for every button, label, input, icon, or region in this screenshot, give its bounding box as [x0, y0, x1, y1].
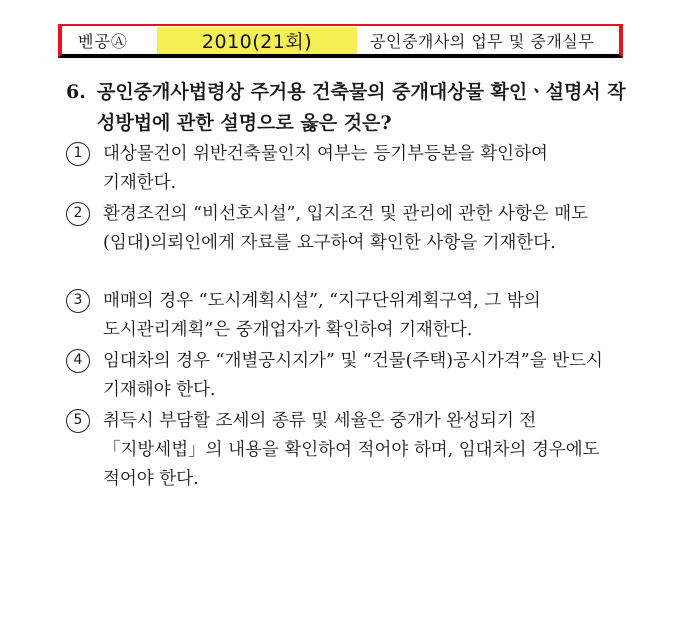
choice-text: 임대차의 경우 “개별공시지가” 및 “건물(주택)공시가격”을 반드시 기재해야 한다.	[103, 351, 603, 400]
source-label: 벤공Ⓐ	[78, 32, 128, 51]
choice-number-badge: 4	[66, 349, 90, 373]
subject-title: 공인중개사의 업무 및 중개실무	[370, 32, 595, 51]
choice-text: 환경조건의 “비선호시설”, 입지조건 및 관리에 관한 사항은 매도(임대)의뢰인에게 자료를 요구하여 확인한 사항을 기재한다.	[103, 204, 589, 253]
question-text: 공인중개사법령상 주거용 건축물의 중개대상물 확인ㆍ설명서 작성방법에 관한 설명으로 옳은 것은?	[97, 81, 626, 134]
year-badge: 2010(21회)	[157, 27, 357, 54]
choice-text: 취득시 부담할 조세의 종류 및 세율은 중개가 완성되기 전 「지방세법」의 내용을 확인하여 적어야 하며, 임대차의 경우에도 적어야 한다.	[103, 411, 600, 489]
choice-number-badge: 1	[66, 142, 90, 166]
choice-number-badge: 3	[66, 289, 90, 313]
choice-text: 매매의 경우 “도시계획시설”, “지구단위계획구역, 그 밖의 도시관리계획”은 중개업자가 확인하여 기재한다.	[103, 291, 541, 340]
header-bar	[58, 24, 623, 58]
choice-text: 대상물건이 위반건축물인지 여부는 등기부등본을 확인하여 기재한다.	[103, 144, 548, 193]
question-number: 6.	[66, 81, 86, 103]
choice-number-badge: 5	[66, 409, 90, 433]
choice-number-badge: 2	[66, 202, 90, 226]
